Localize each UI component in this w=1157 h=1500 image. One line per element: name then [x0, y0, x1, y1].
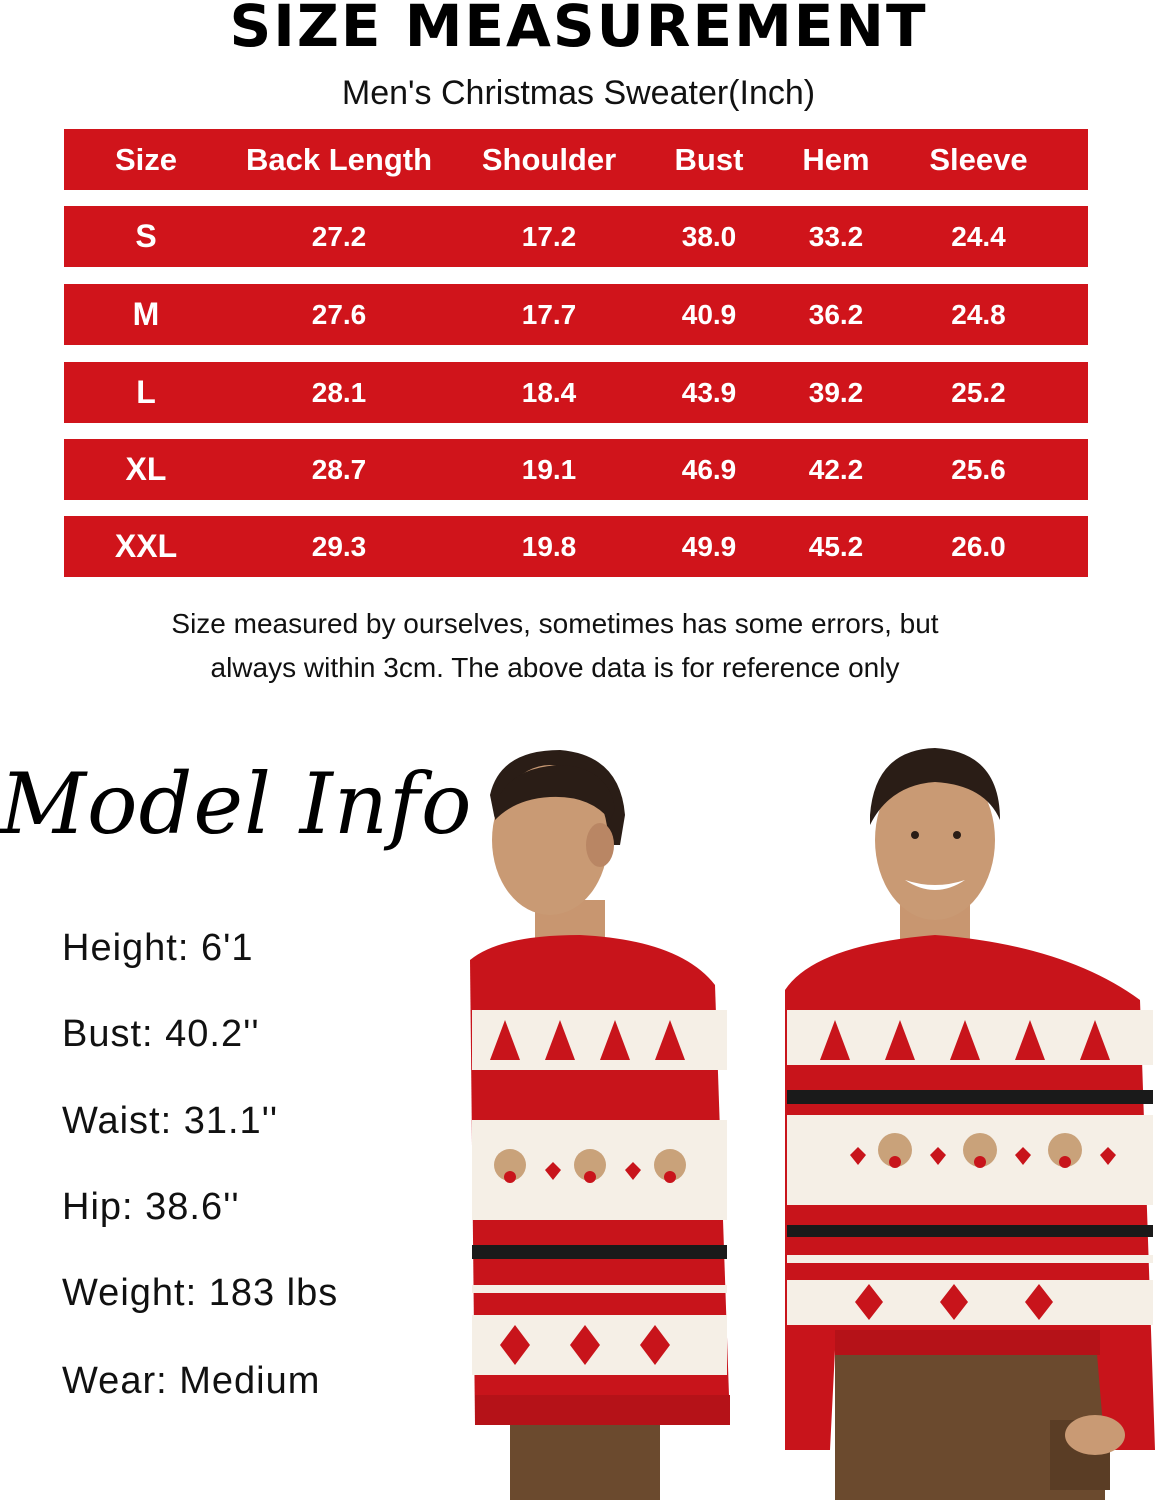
cell-back-length: 28.1	[311, 377, 367, 408]
cell-sleeve: 25.2	[951, 377, 1006, 408]
cell-shoulder: 19.8	[521, 531, 577, 562]
header-shoulder: Shoulder	[481, 142, 617, 177]
model-bust: Bust: 40.2''	[62, 1013, 260, 1055]
model-weight: Weight: 183 lbs	[62, 1272, 339, 1314]
cell-hem: 36.2	[808, 299, 864, 330]
table-row	[64, 439, 1088, 500]
size-disclaimer-line2: always within 3cm. The above data is for reference only	[210, 652, 900, 683]
cell-back-length: 29.3	[311, 531, 367, 562]
model-info-title: Model Info	[0, 755, 473, 853]
size-disclaimer	[0, 602, 1110, 690]
cell-sleeve: 24.4	[951, 221, 1006, 252]
table-row	[64, 284, 1088, 345]
model-waist: Waist: 31.1''	[62, 1100, 279, 1142]
cell-size: S	[135, 218, 157, 254]
table-header-row	[64, 129, 1088, 190]
cell-sleeve: 24.8	[951, 299, 1006, 330]
cell-size: XL	[125, 451, 167, 487]
header-size: Size	[114, 142, 178, 177]
header-bust: Bust	[674, 142, 744, 177]
model-hip: Hip: 38.6''	[62, 1186, 240, 1228]
cell-size: XXL	[114, 528, 178, 564]
header-back-length: Back Length	[245, 142, 433, 177]
cell-shoulder: 19.1	[521, 454, 577, 485]
table-row	[64, 206, 1088, 267]
cell-bust: 49.9	[681, 531, 737, 562]
cell-hem: 39.2	[808, 377, 864, 408]
header-sleeve: Sleeve	[929, 142, 1028, 177]
table-row	[64, 516, 1088, 577]
model-wear: Wear: Medium	[62, 1360, 321, 1402]
cell-size: L	[136, 374, 156, 410]
cell-back-length: 27.2	[311, 221, 367, 252]
cell-back-length: 27.6	[311, 299, 367, 330]
table-subtitle: Men's Christmas Sweater(Inch)	[341, 74, 816, 112]
cell-sleeve: 25.6	[951, 454, 1006, 485]
cell-size: M	[132, 296, 160, 332]
cell-bust: 46.9	[681, 454, 737, 485]
header-hem: Hem	[802, 142, 870, 177]
model-height: Height: 6'1	[62, 927, 254, 969]
cell-shoulder: 18.4	[521, 377, 577, 408]
cell-bust: 40.9	[681, 299, 737, 330]
cell-shoulder: 17.7	[521, 299, 577, 330]
cell-hem: 45.2	[808, 531, 864, 562]
model-side-view-photo	[440, 725, 740, 1500]
cell-hem: 33.2	[808, 221, 864, 252]
size-disclaimer-line1: Size measured by ourselves, sometimes has some errors, but	[171, 608, 939, 639]
cell-bust: 38.0	[681, 221, 737, 252]
cell-shoulder: 17.2	[521, 221, 577, 252]
model-front-view-photo	[775, 730, 1157, 1500]
cell-hem: 42.2	[808, 454, 864, 485]
table-row	[64, 362, 1088, 423]
cell-bust: 43.9	[681, 377, 737, 408]
cell-sleeve: 26.0	[951, 531, 1006, 562]
cell-back-length: 28.7	[311, 454, 367, 485]
page-title: SIZE MEASUREMENT	[229, 0, 928, 60]
